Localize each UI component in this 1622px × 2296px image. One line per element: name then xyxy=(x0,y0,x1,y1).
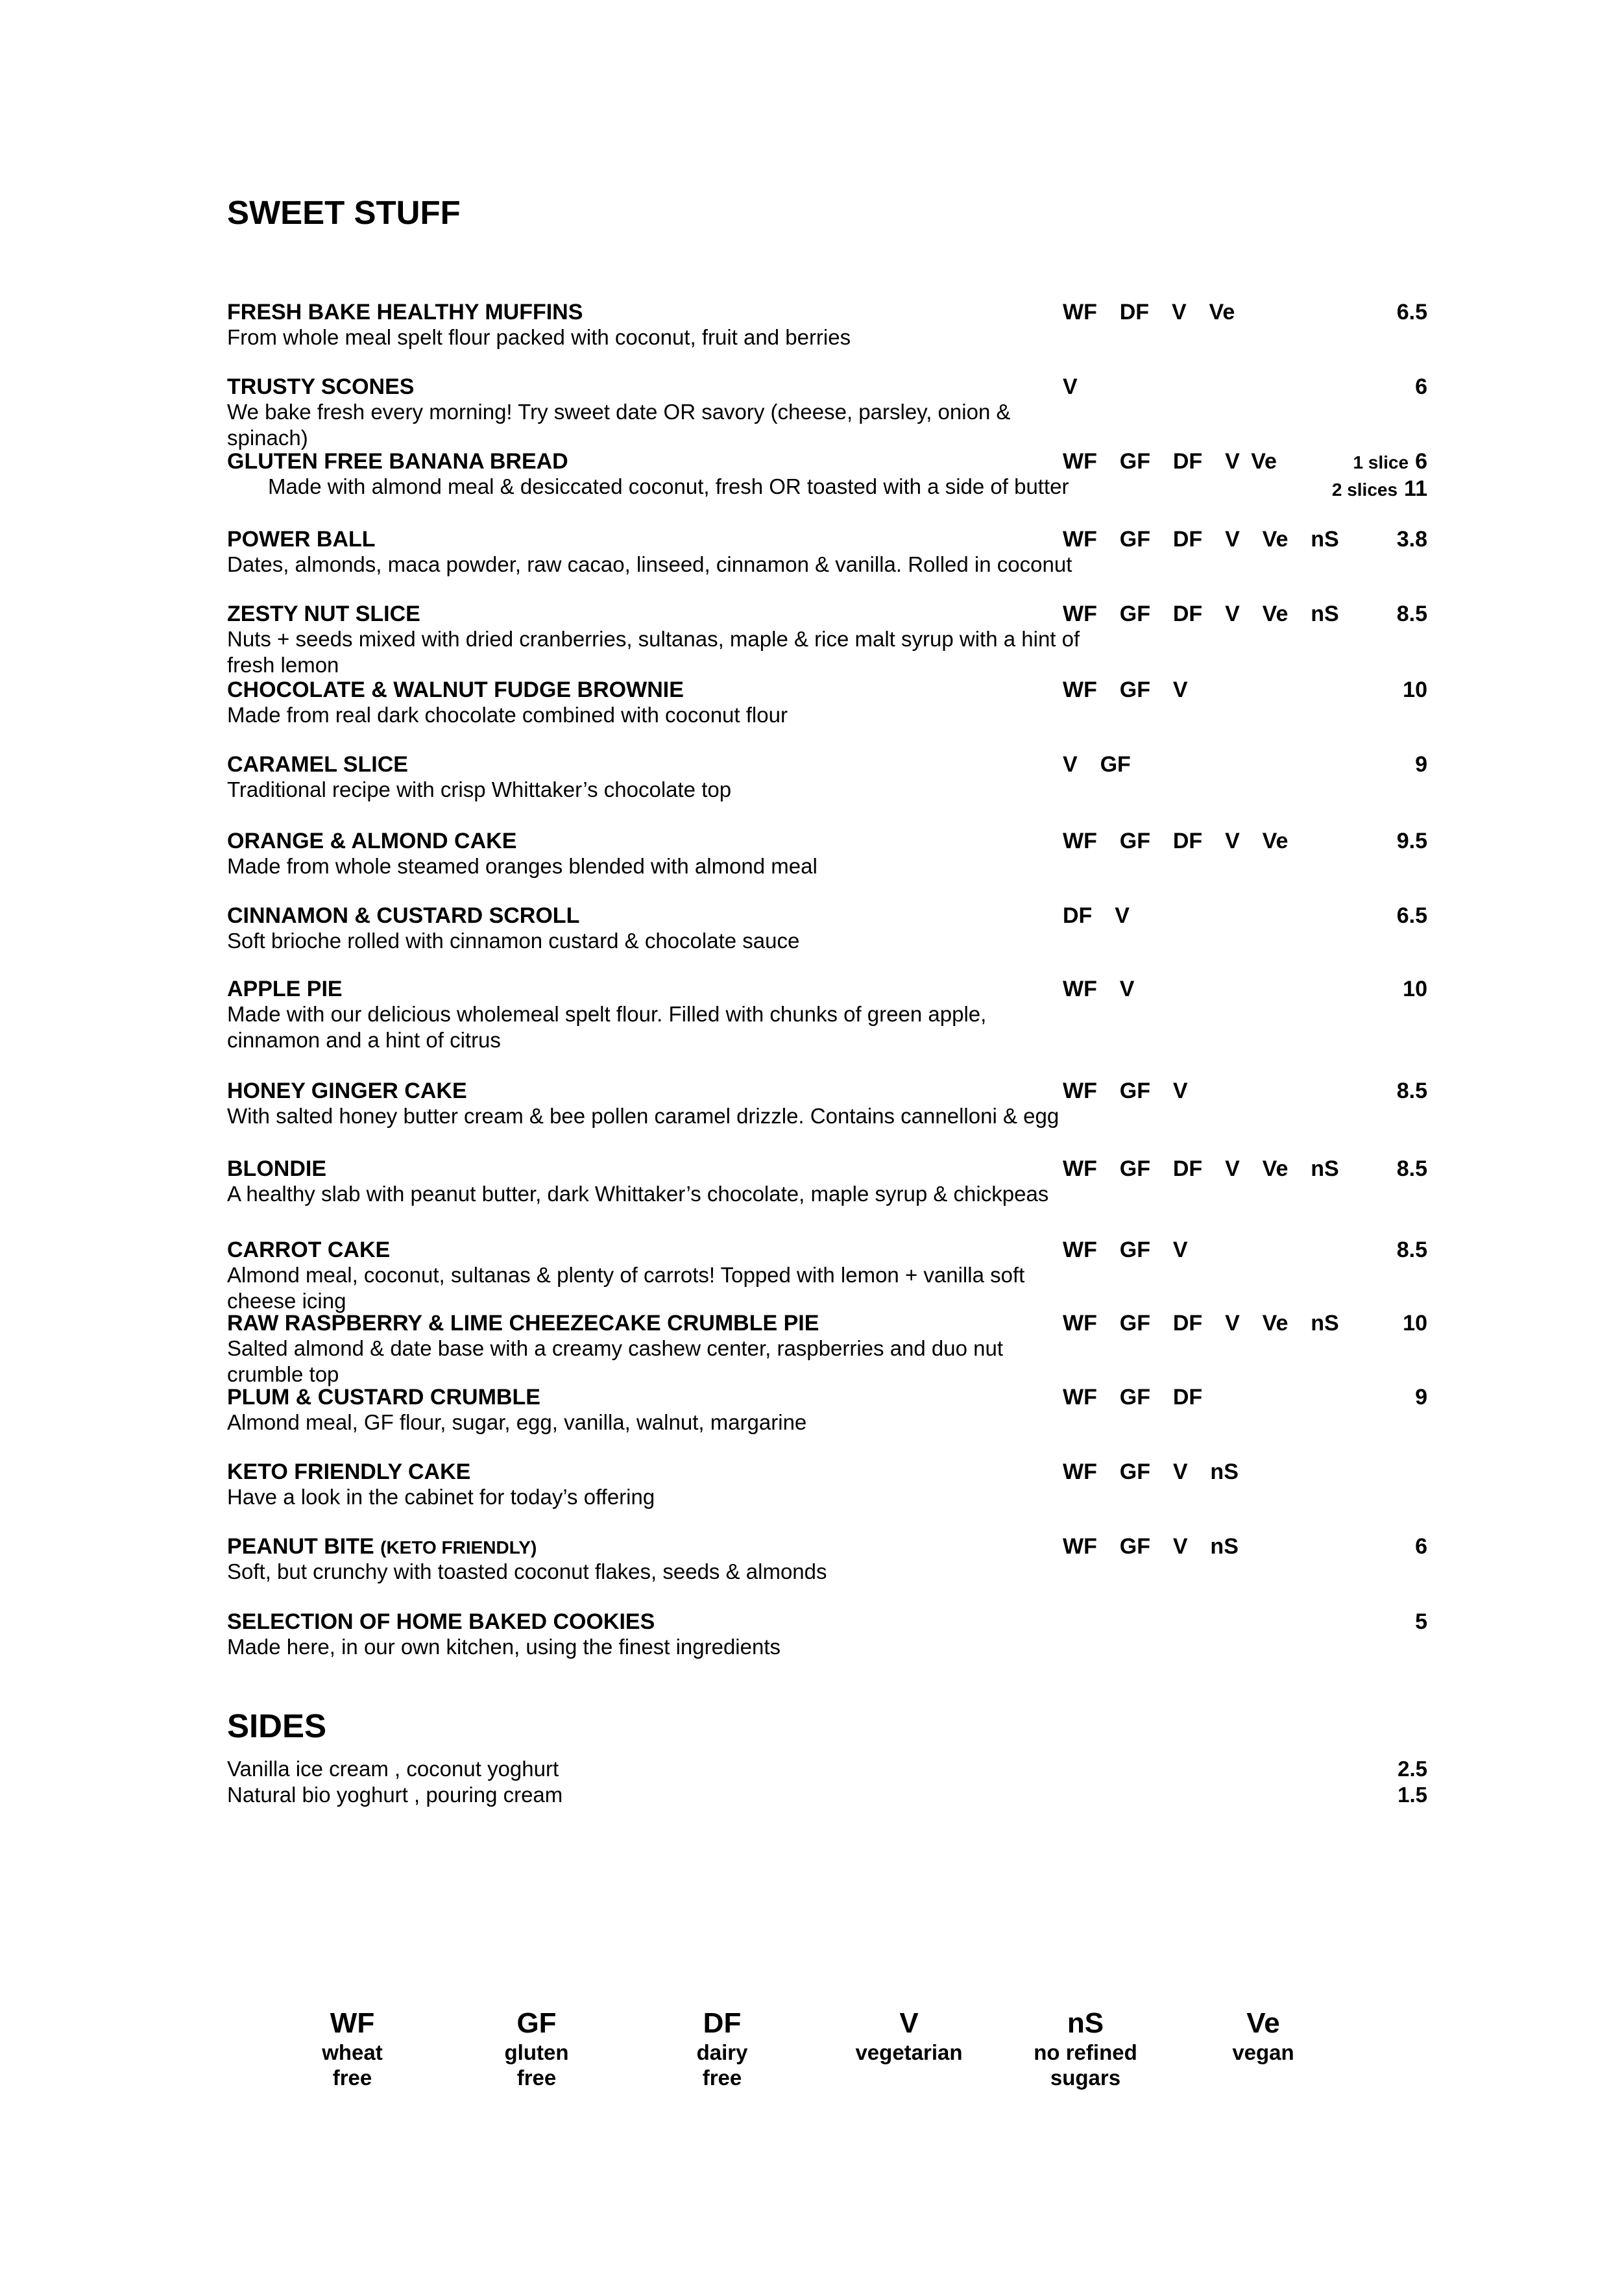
menu-item-description: Made here, in our own kitchen, using the finest ingredients xyxy=(227,1635,781,1659)
price-option-label: 1 slice xyxy=(1353,452,1409,472)
legend-item-dairy-free xyxy=(638,2007,806,2090)
menu-item xyxy=(227,1236,1427,1313)
menu-item-price: 10 xyxy=(1403,678,1427,702)
price-option-label: 2 slices xyxy=(1331,480,1398,500)
side-item-price: 1.5 xyxy=(1398,1783,1427,1807)
menu-item-description: With salted honey butter cream & bee pollen caramel drizzle. Contains cannelloni & egg xyxy=(227,1104,1059,1128)
menu-item-dietary-tags: WF GF DF V Ve nS xyxy=(1063,1156,1339,1181)
menu-item-name xyxy=(227,600,420,628)
sweet-stuff-list xyxy=(227,0,1427,1687)
menu-item-dietary-tags: WF GF DF V Ve nS xyxy=(1063,602,1339,626)
menu-item-name xyxy=(227,1077,467,1105)
legend-desc-line1: no refined xyxy=(1034,2040,1137,2064)
menu-item-price: 3.8 xyxy=(1396,527,1427,552)
side-item-label: Natural bio yoghurt , pouring cream xyxy=(227,1783,563,1807)
menu-item-dietary-tags: WF V xyxy=(1063,977,1135,1001)
menu-item-dietary-tags: WF DF V Ve xyxy=(1063,300,1235,324)
menu-item xyxy=(227,751,1427,809)
dietary-legend xyxy=(227,2007,1427,2105)
menu-item-price: 6 xyxy=(1415,374,1427,399)
menu-item-dietary-tags: WF GF V nS xyxy=(1063,1459,1239,1484)
legend-desc-line2: free xyxy=(516,2066,557,2090)
menu-item-price: 9 xyxy=(1415,752,1427,777)
legend-desc-line2: free xyxy=(332,2066,372,2090)
menu-page xyxy=(227,0,1427,2296)
menu-item-description: Nuts + seeds mixed with dried cranberries, sultanas, maple & rice malt syrup with a hint of fresh lemon xyxy=(227,627,1080,677)
menu-item-description: Soft brioche rolled with cinnamon custard & chocolate sauce xyxy=(227,929,800,953)
menu-item-description: A healthy slab with peanut butter, dark Whittaker’s chocolate, maple syrup & chickpeas xyxy=(227,1182,1049,1206)
menu-item-description: Traditional recipe with crisp Whittaker’s chocolate top xyxy=(227,777,732,801)
menu-item xyxy=(227,1384,1427,1442)
menu-item-price: 10 xyxy=(1403,1311,1427,1336)
sides-list xyxy=(227,1756,1427,1808)
section-title-sweet-stuff: SWEET STUFF xyxy=(227,194,461,231)
menu-item-name-note: (KETO FRIENDLY) xyxy=(380,1537,537,1557)
legend-desc-line2: sugars xyxy=(1050,2066,1121,2090)
menu-item-name xyxy=(227,1458,470,1485)
menu-item-dietary-tags: WF GF V nS xyxy=(1063,1534,1239,1559)
section-title-sides: SIDES xyxy=(227,1707,327,1744)
menu-item-name-text: TRUSTY SCONES xyxy=(227,374,415,399)
menu-item xyxy=(227,448,1427,506)
menu-item-name-text: CARROT CAKE xyxy=(227,1238,391,1262)
menu-item-description: Made from whole steamed oranges blended with almond meal xyxy=(227,854,817,878)
menu-item-name-text: PEANUT BITE xyxy=(227,1534,374,1559)
menu-item xyxy=(227,827,1427,886)
price-option-price: 11 xyxy=(1404,476,1427,501)
legend-item-gluten-free xyxy=(452,2007,621,2090)
menu-item-price: 9.5 xyxy=(1396,829,1427,853)
menu-item-price: 8.5 xyxy=(1396,1079,1427,1103)
menu-item-name xyxy=(227,1236,390,1264)
legend-code: DF xyxy=(703,2007,742,2039)
menu-item-name-text: ORANGE & ALMOND CAKE xyxy=(227,829,517,853)
legend-item-no-refined-sugars xyxy=(1001,2007,1170,2090)
menu-item xyxy=(227,526,1427,584)
side-item-label: Vanilla ice cream , coconut yoghurt xyxy=(227,1757,559,1781)
legend-desc-line1: wheat xyxy=(322,2040,383,2064)
menu-item-description: From whole meal spelt flour packed with coconut, fruit and berries xyxy=(227,325,851,349)
menu-item xyxy=(227,1533,1427,1591)
menu-item-description: Salted almond & date base with a creamy cashew center, raspberries and duo nut crumble top xyxy=(227,1336,1004,1386)
menu-item-dietary-tags: WF GF V xyxy=(1063,1238,1188,1262)
menu-item-name xyxy=(227,373,414,400)
menu-item-name-text: GLUTEN FREE BANANA BREAD xyxy=(227,449,568,474)
menu-item-name-text: BLONDIE xyxy=(227,1156,326,1181)
legend-code: Ve xyxy=(1246,2007,1280,2039)
menu-item xyxy=(227,975,1427,1052)
menu-item xyxy=(227,299,1427,357)
menu-item-name xyxy=(227,448,568,475)
menu-item-dietary-tags: WF GF DF xyxy=(1063,1385,1203,1410)
menu-item-name xyxy=(227,975,343,1003)
menu-item-name-text: FRESH BAKE HEALTHY MUFFINS xyxy=(227,300,583,324)
menu-item-dietary-tags: V GF xyxy=(1063,752,1131,777)
menu-item-name-text: CARAMEL SLICE xyxy=(227,752,408,777)
menu-item-name-text: RAW RASPBERRY & LIME CHEEZECAKE CRUMBLE PIE xyxy=(227,1311,819,1336)
menu-item-description: Almond meal, GF flour, sugar, egg, vanilla, walnut, margarine xyxy=(227,1410,807,1434)
legend-code: WF xyxy=(330,2007,375,2039)
menu-item-description: Made with almond meal & desiccated coconut, fresh OR toasted with a side of butter xyxy=(268,474,1069,498)
menu-item-description: Almond meal, coconut, sultanas & plenty of carrots! Topped with lemon + vanilla soft cheese icing xyxy=(227,1263,1025,1313)
menu-item-dietary-tags: WF GF V xyxy=(1063,1079,1188,1103)
menu-item xyxy=(227,1608,1427,1667)
menu-item-description: Made with our delicious wholemeal spelt flour. Filled with chunks of green apple, cinnamon and a hint of citrus xyxy=(227,1002,987,1052)
price-option-price: 6 xyxy=(1415,449,1427,474)
legend-item-vegetarian xyxy=(825,2007,993,2065)
menu-item-description: Dates, almonds, maca powder, raw cacao, linseed, cinnamon & vanilla. Rolled in coconut xyxy=(227,552,1072,576)
legend-desc-line1: gluten xyxy=(504,2040,569,2064)
menu-item-price: 6.5 xyxy=(1396,903,1427,928)
menu-item-price: 8.5 xyxy=(1396,602,1427,626)
menu-item-name xyxy=(227,902,579,929)
legend-code: nS xyxy=(1067,2007,1104,2039)
menu-item-price: 8.5 xyxy=(1396,1238,1427,1262)
menu-item-price: 10 xyxy=(1403,977,1427,1001)
menu-item-price-option xyxy=(1332,475,1427,507)
menu-item-name xyxy=(227,1608,655,1635)
menu-item-price: 8.5 xyxy=(1396,1156,1427,1181)
menu-item xyxy=(227,1310,1427,1386)
menu-item-name xyxy=(227,1533,537,1561)
menu-item-name xyxy=(227,299,583,326)
menu-item-name-text: CINNAMON & CUSTARD SCROLL xyxy=(227,903,580,928)
menu-item xyxy=(227,1155,1427,1214)
menu-item xyxy=(227,676,1427,735)
menu-item-description: Made from real dark chocolate combined with coconut flour xyxy=(227,703,788,727)
menu-item xyxy=(227,1077,1427,1136)
menu-item-dietary-tags: WF GF DF V Ve xyxy=(1063,829,1289,853)
legend-item-wheat-free xyxy=(268,2007,437,2090)
menu-item-name-text: HONEY GINGER CAKE xyxy=(227,1079,467,1103)
side-item xyxy=(227,1782,1427,1808)
legend-desc-line1: vegetarian xyxy=(855,2040,963,2064)
legend-code: V xyxy=(899,2007,919,2039)
menu-item-dietary-tags: DF V xyxy=(1063,903,1130,928)
menu-item-price: 5 xyxy=(1415,1609,1427,1634)
menu-item xyxy=(227,600,1427,677)
menu-item-dietary-tags: WF GF DF V Ve nS xyxy=(1063,527,1339,552)
menu-item xyxy=(227,1458,1427,1517)
menu-item-name-text: ZESTY NUT SLICE xyxy=(227,602,420,626)
menu-item-dietary-tags: WF GF DF V Ve xyxy=(1063,449,1277,474)
menu-item-description: Have a look in the cabinet for today’s offering xyxy=(227,1485,655,1509)
menu-item-name xyxy=(227,526,376,553)
menu-item-price: 6 xyxy=(1415,1534,1427,1559)
legend-code: GF xyxy=(516,2007,557,2039)
menu-item-price: 6.5 xyxy=(1396,300,1427,324)
menu-item-name xyxy=(227,1310,819,1337)
menu-item-dietary-tags: WF GF V xyxy=(1063,678,1188,702)
legend-item-vegan xyxy=(1179,2007,1348,2065)
menu-item-dietary-tags: V xyxy=(1063,374,1078,399)
menu-item-name xyxy=(227,1384,540,1411)
menu-item-name xyxy=(227,751,408,778)
menu-item-name-text: CHOCOLATE & WALNUT FUDGE BROWNIE xyxy=(227,678,684,702)
menu-item-dietary-tags: WF GF DF V Ve nS xyxy=(1063,1311,1339,1336)
menu-item-name-text: KETO FRIENDLY CAKE xyxy=(227,1459,471,1484)
menu-item-name-text: POWER BALL xyxy=(227,527,376,552)
menu-item xyxy=(227,373,1427,450)
menu-item-name-text: APPLE PIE xyxy=(227,977,343,1001)
legend-desc-line1: vegan xyxy=(1232,2040,1294,2064)
menu-item-name xyxy=(227,676,684,703)
side-item xyxy=(227,1756,1427,1782)
menu-item-name xyxy=(227,1155,326,1182)
menu-item-name-text: PLUM & CUSTARD CRUMBLE xyxy=(227,1385,540,1410)
menu-item xyxy=(227,902,1427,960)
legend-desc-line2: free xyxy=(702,2066,742,2090)
menu-item-description: We bake fresh every morning! Try sweet date OR savory (cheese, parsley, onion & spinach) xyxy=(227,400,1011,450)
menu-item-price: 9 xyxy=(1415,1385,1427,1410)
side-item-price: 2.5 xyxy=(1398,1757,1427,1781)
menu-item-name-text: SELECTION OF HOME BAKED COOKIES xyxy=(227,1609,655,1634)
menu-item-description: Soft, but crunchy with toasted coconut flakes, seeds & almonds xyxy=(227,1559,827,1583)
menu-item-name xyxy=(227,827,516,855)
legend-desc-line1: dairy xyxy=(696,2040,748,2064)
